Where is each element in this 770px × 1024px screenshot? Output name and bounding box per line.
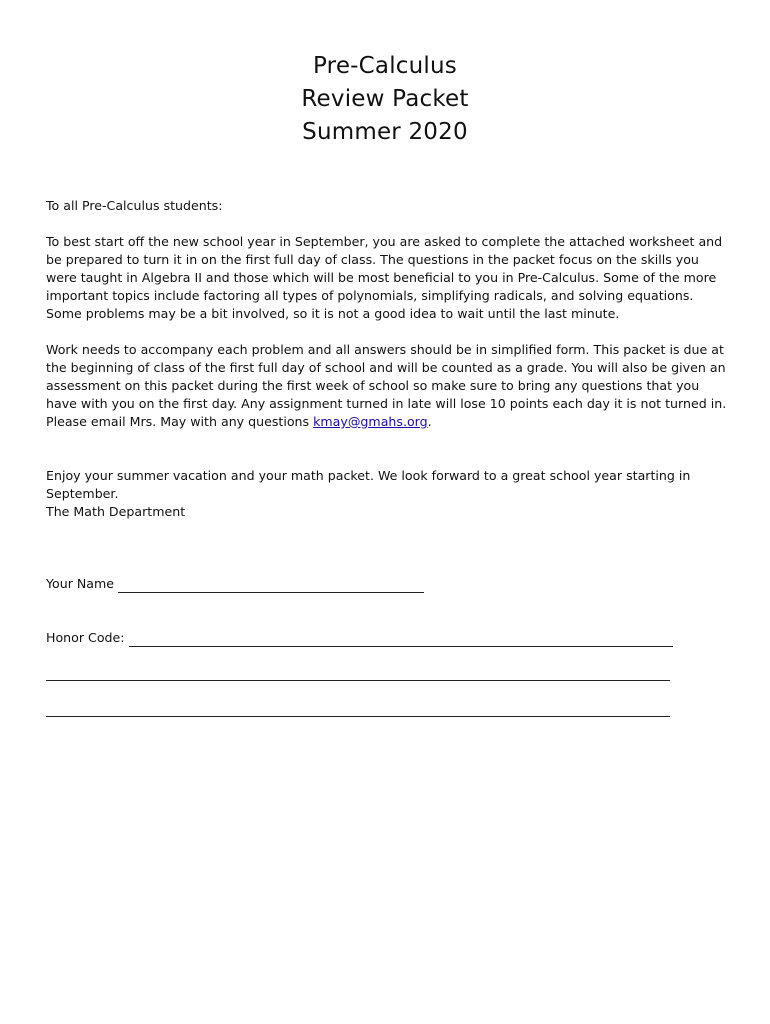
paragraph-requirements-text: Work needs to accompany each problem and all answers should be in simplified form. This packet is due at the beginning of class of the first full day of school and will be counted as a grade. You will also be given an assessment on this packet during the first week of school so make sure to bring any questions that you have with you on the first day. Any assignment turned in late will lose 10 points each day it is not turned in. Please email Mrs. May with any questions [46, 342, 727, 429]
honor-code-blank-line-3[interactable] [46, 716, 670, 717]
title-course: Pre-Calculus [313, 53, 457, 79]
paragraph-requirements [46, 341, 730, 431]
honor-code-blank-line[interactable] [129, 633, 673, 647]
honor-code-label: Honor Code: [46, 630, 125, 645]
signoff: The Math Department [46, 504, 186, 519]
email-link[interactable]: kmay@gmahs.org [313, 414, 428, 429]
paragraph-requirements-end: . [427, 414, 432, 429]
name-label: Your Name [46, 576, 115, 591]
title-packet: Review Packet [301, 86, 469, 112]
honor-code-blank-line-2[interactable] [46, 680, 670, 681]
name-blank-line[interactable] [118, 579, 424, 593]
name-field-row [46, 575, 424, 593]
salutation: To all Pre-Calculus students: [46, 198, 223, 213]
honor-code-row [46, 629, 673, 647]
paragraph-closing: Enjoy your summer vacation and your math packet. We look forward to a great school year starting in September. [46, 468, 691, 501]
paragraph-instructions: To best start off the new school year in September, you are asked to complete the attached worksheet and be prepared to turn it in on the first full day of class. The questions in the packet focus on the skills you were taught in Algebra II and those which will be most beneficial to you in Pre-Calculus. Some of the more important topics include factoring all types of polynomials, simplifying radicals, and solving equations. Some problems may be a bit involved, so it is not a good idea to wait until the last minute. [46, 234, 723, 321]
title-term: Summer 2020 [302, 119, 468, 145]
document-title [0, 50, 770, 149]
